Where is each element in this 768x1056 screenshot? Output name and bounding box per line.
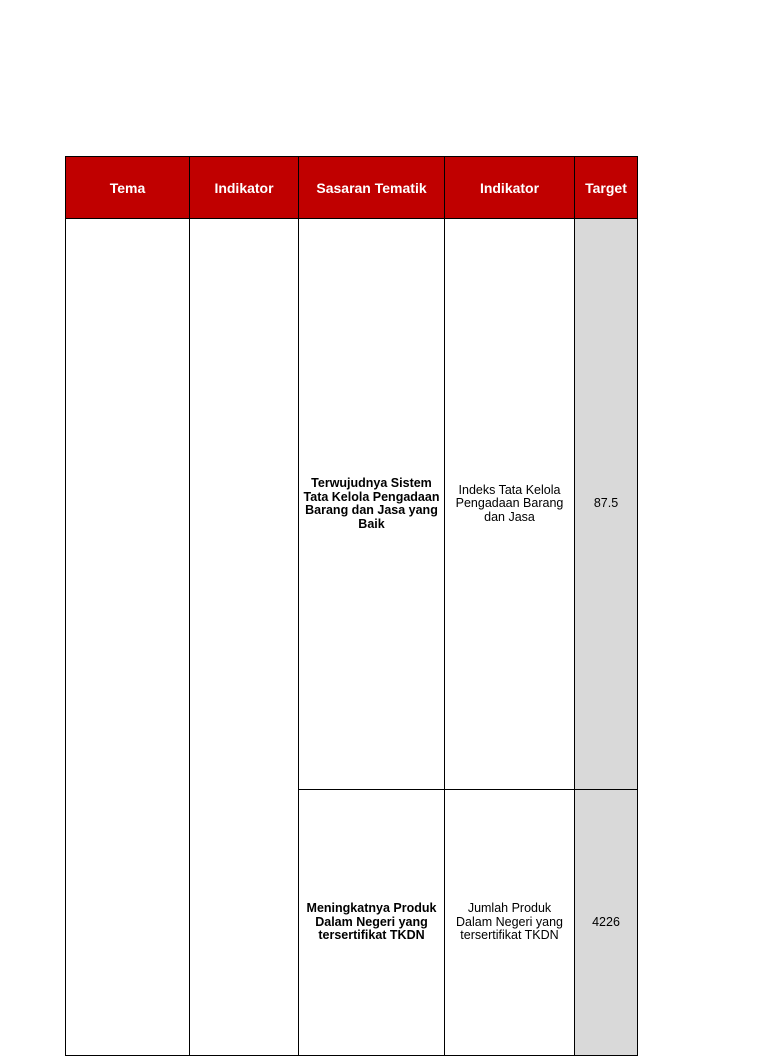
table-row-2-target xyxy=(574,789,638,1056)
table-row-2-sasaran xyxy=(298,789,445,1056)
indikator-sasaran-text: Jumlah Produk Dalam Negeri yang tersertifikat TKDN xyxy=(456,901,563,943)
header-tema-label: Tema xyxy=(109,179,146,196)
header-target-label: Target xyxy=(585,179,627,196)
header-sasaran-tematik-label: Sasaran Tematik xyxy=(316,179,427,196)
header-indikator xyxy=(189,156,299,219)
indikator-sasaran-text: Indeks Tata Kelola Pengadaan Barang dan Jasa xyxy=(455,482,564,524)
header-tema xyxy=(65,156,190,219)
target-value: 4226 xyxy=(592,914,620,929)
header-indikator-sasaran-label: Indikator xyxy=(479,179,540,196)
indikator-cell xyxy=(189,218,299,1056)
table-row-1-indikator xyxy=(444,218,575,790)
indicator-table xyxy=(65,156,638,943)
table-row-2-indikator xyxy=(444,789,575,1056)
target-value: 87.5 xyxy=(593,496,619,511)
sasaran-tematik-text: Meningkatnya Produk Dalam Negeri yang tersertifikat TKDN xyxy=(306,901,437,943)
table-row-1-sasaran xyxy=(298,218,445,790)
header-sasaran-tematik xyxy=(298,156,445,219)
header-target xyxy=(574,156,638,219)
tema-cell xyxy=(65,218,190,1056)
table-grid xyxy=(65,156,638,1056)
header-indikator-label: Indikator xyxy=(214,179,274,196)
header-indikator-sasaran xyxy=(444,156,575,219)
sasaran-tematik-text: Terwujudnya Sistem Tata Kelola Pengadaan Barang dan Jasa yang Baik xyxy=(303,476,440,531)
table-row-1-target xyxy=(574,218,638,790)
